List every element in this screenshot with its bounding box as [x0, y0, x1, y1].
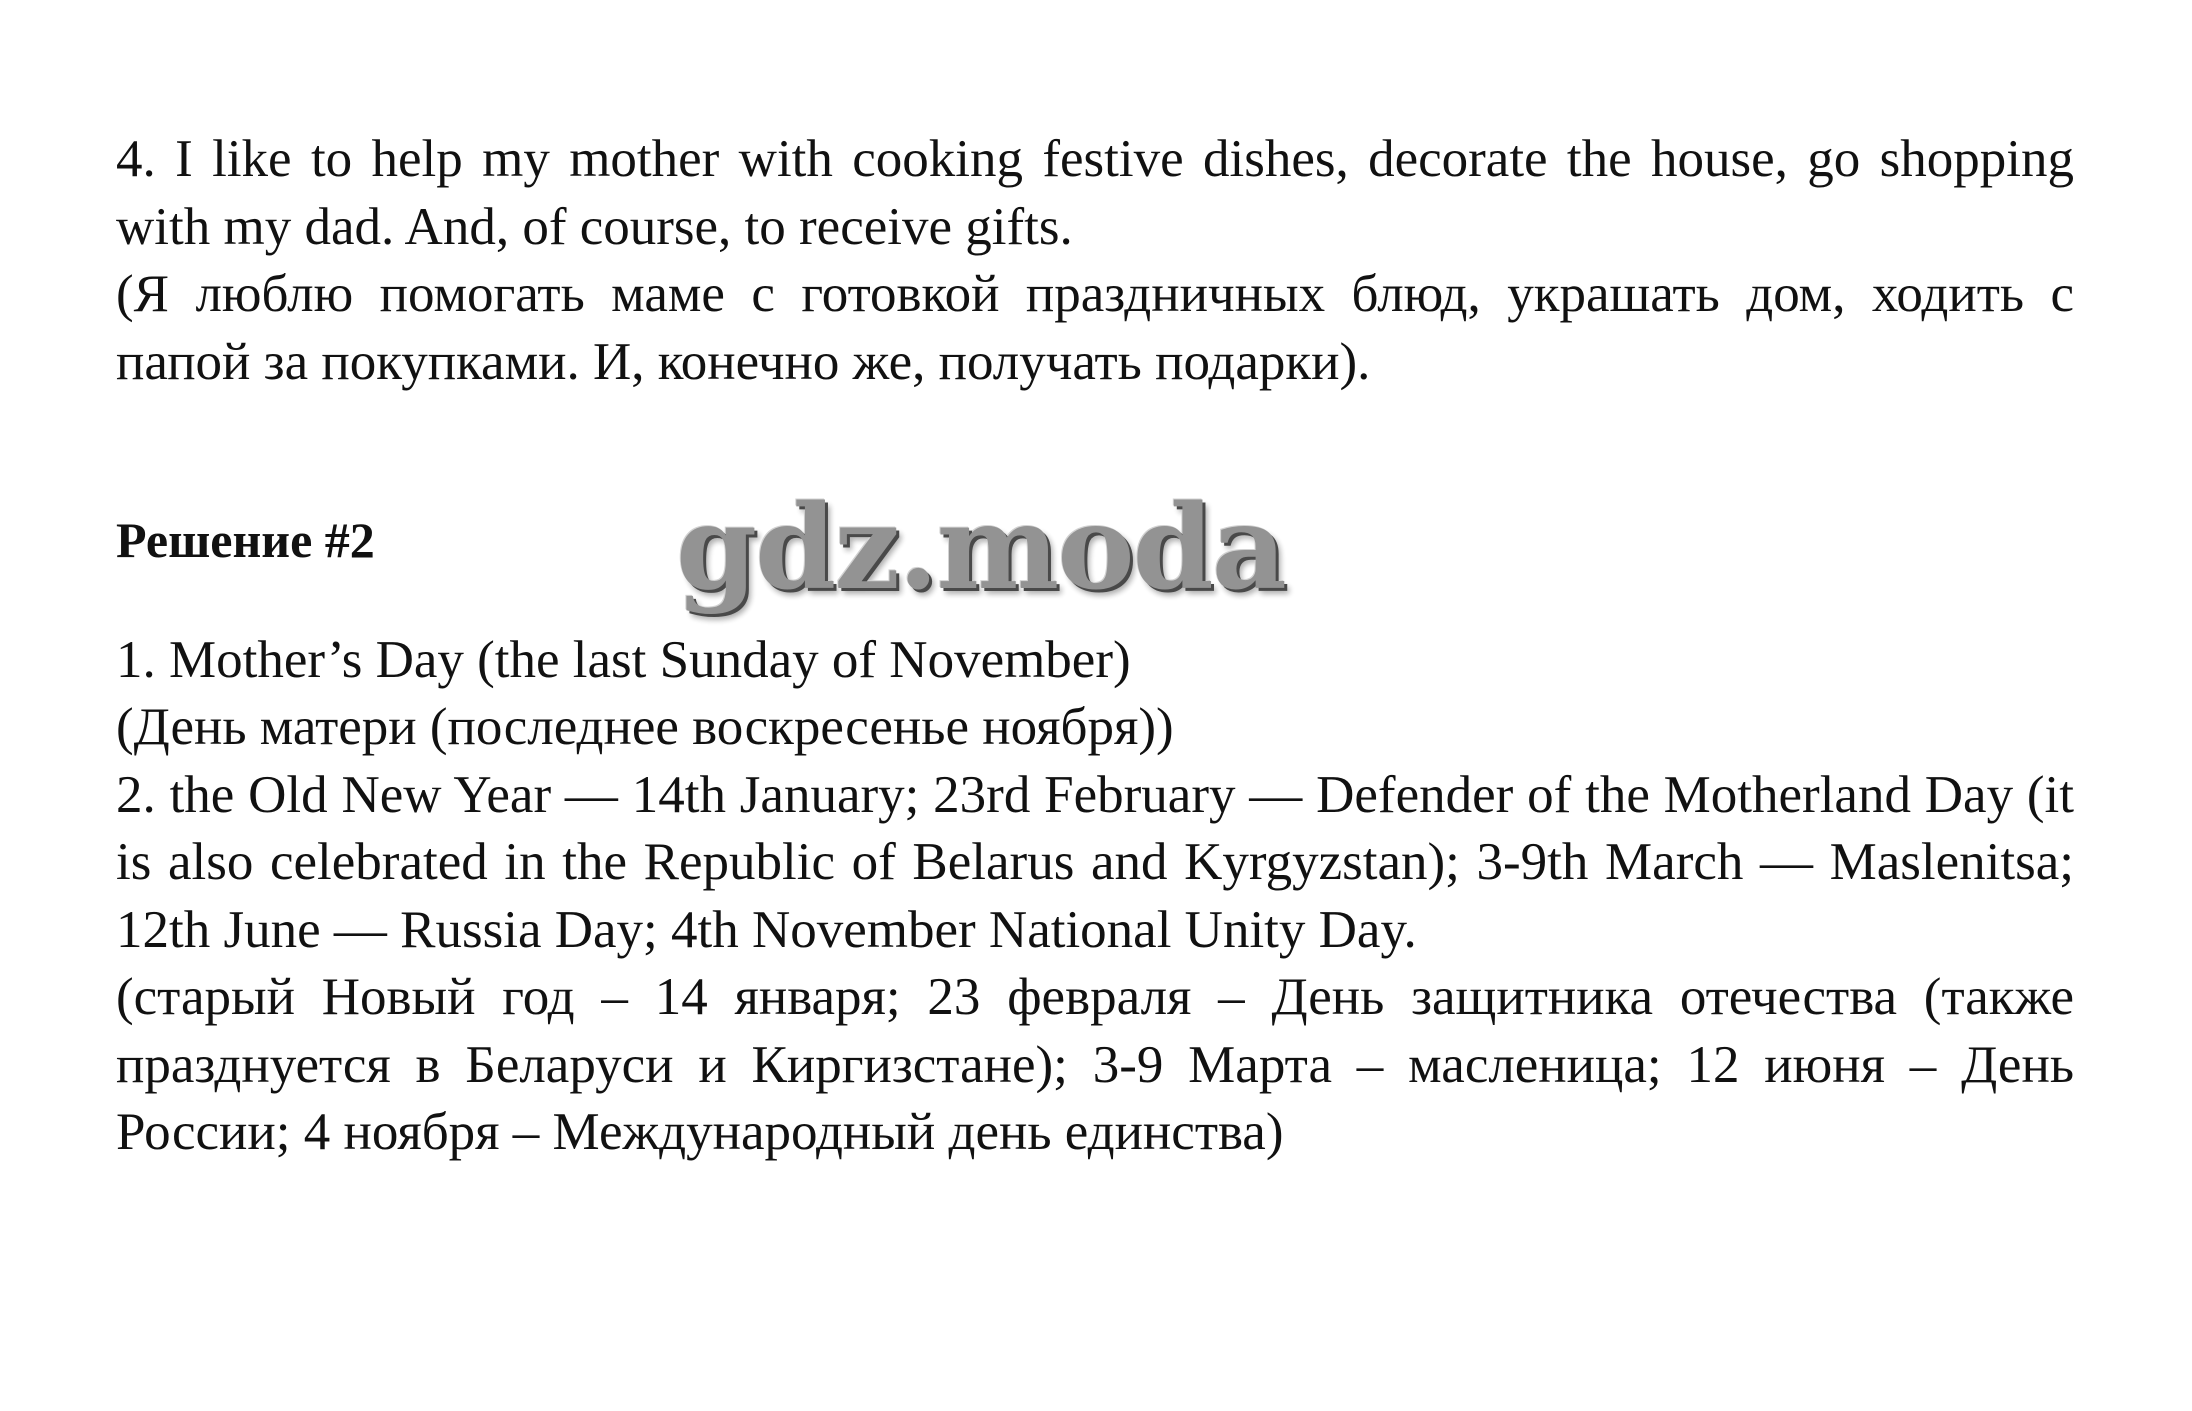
heading-spacer	[116, 575, 2074, 627]
solution-2-block	[116, 507, 2074, 1167]
solution-item-1-english: 1. Mother’s Day (the last Sunday of November)	[116, 630, 1131, 689]
solution-item-2-english: 2. the Old New Year — 14th January; 23rd February — Defender of the Motherland Day (it is also celebrated in the Republic of Belarus and Kyrgyzstan); 3-9th March — Maslenitsa; 12th June — Russia Day; 4th November National Unity Day.	[116, 765, 2074, 959]
solution-item-2-russian: (старый Новый год – 14 января; 23 февраля – День защитника отечества (также празднуется в Беларуси и Киргизстане); 3-9 Марта – масленица; 12 июня – День России; 4 ноября – Международный день единства)	[116, 968, 2074, 1161]
solution-item-1-russian: (День матери (последнее воскресенье ноября))	[116, 698, 1174, 756]
solution-heading: Решение #2	[116, 512, 375, 568]
answer-4-russian: (Я люблю помогать маме с готовкой праздничных блюд, украшать дом, ходить с папой за покупками. И, конечно же, получать подарки).	[116, 265, 2074, 391]
watermark-logo: gdz.moda	[676, 480, 1285, 616]
answer-4-block	[116, 126, 2074, 396]
answer-4-english: 4. I like to help my mother with cooking festive dishes, decorate the house, go shopping with my dad. And, of course, to receive gifts.	[116, 130, 2074, 256]
